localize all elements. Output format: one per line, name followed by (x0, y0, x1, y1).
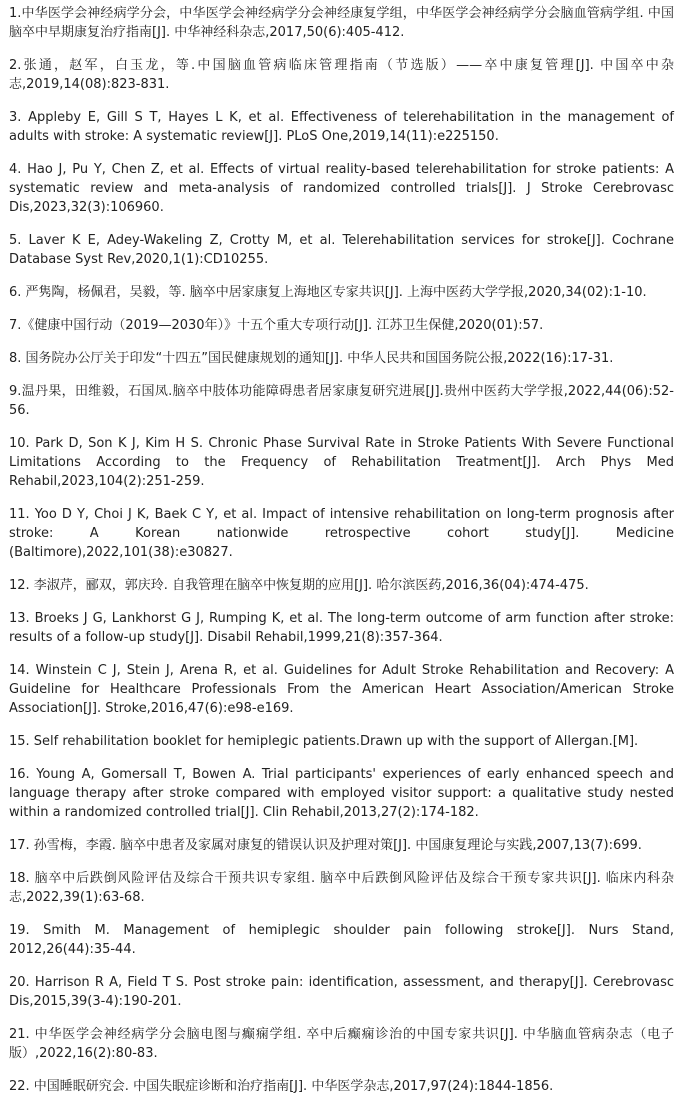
reference-item-5: 5. Laver K E, Adey-Wakeling Z, Crotty M, et al. Telerehabilitation services for stroke[J]. Cochrane Database Syst Rev,2020,1(1):CD10255. (9, 233, 674, 267)
reference-item-10: 10. Park D, Son K J, Kim H S. Chronic Phase Survival Rate in Stroke Patients With Severe Functional Limitations According to the Frequency of Rehabilitation Treatment[J]. Arch Phys Med Rehabil,2023,104(2):251-259. (9, 436, 674, 489)
reference-item-14: 14. Winstein C J, Stein J, Arena R, et al. Guidelines for Adult Stroke Rehabilitation and Recovery: A Guideline for Healthcare Professionals From the American Heart Association/American Stroke Association[J]. Stroke,2016,47(6):e98-e169. (9, 663, 674, 716)
reference-item-19: 19. Smith M. Management of hemiplegic shoulder pain following stroke[J]. Nurs Stand, 2012,26(44):35-44. (9, 923, 674, 957)
reference-item-6: 6. 严隽陶，杨佩君，吴毅，等. 脑卒中居家康复上海地区专家共识[J]. 上海中医药大学学报,2020,34(02):1-10. (9, 285, 647, 300)
reference-item-3: 3. Appleby E, Gill S T, Hayes L K, et al. Effectiveness of telerehabilitation in the management of adults with stroke: A systematic review[J]. PLoS One,2019,14(11):e225150. (9, 110, 674, 144)
reference-item-2: 2.张通，赵军，白玉龙，等.中国脑血管病临床管理指南（节选版）——卒中康复管理[J]. 中国卒中杂志,2019,14(08):823-831. (9, 58, 674, 92)
reference-item-22: 22. 中国睡眠研究会. 中国失眠症诊断和治疗指南[J]. 中华医学杂志,2017,97(24):1844-1856. (9, 1079, 554, 1094)
reference-item-21: 21. 中华医学会神经病学分会脑电图与癫痫学组. 卒中后癫痫诊治的中国专家共识[J]. 中华脑血管病杂志（电子版）,2022,16(2):80-83. (9, 1027, 674, 1061)
reference-item-20: 20. Harrison R A, Field T S. Post stroke pain: identification, assessment, and therapy[J]. Cerebrovasc Dis,2015,39(3-4):190-201. (9, 975, 674, 1009)
reference-item-15: 15. Self rehabilitation booklet for hemiplegic patients.Drawn up with the support of Allergan.[M]. (9, 734, 639, 749)
reference-item-17: 17. 孙雪梅，李霞. 脑卒中患者及家属对康复的错误认识及护理对策[J]. 中国康复理论与实践,2007,13(7):699. (9, 838, 642, 853)
reference-item-8: 8. 国务院办公厅关于印发“十四五”国民健康规划的通知[J]. 中华人民共和国国务院公报,2022(16):17-31. (9, 351, 614, 366)
reference-item-1: 1.中华医学会神经病学分会，中华医学会神经病学分会神经康复学组，中华医学会神经病学分会脑血管病学组. 中国脑卒中早期康复治疗指南[J]. 中华神经科杂志,2017,50(6):405-412. (9, 6, 674, 40)
reference-item-16: 16. Young A, Gomersall T, Bowen A. Trial participants' experiences of early enhanced speech and language therapy after stroke compared with employed visitor support: a qualitative study nested within a randomized controlled trial[J]. Clin Rehabil,2013,27(2):174-182. (9, 767, 674, 820)
reference-item-18: 18. 脑卒中后跌倒风险评估及综合干预共识专家组. 脑卒中后跌倒风险评估及综合干预专家共识[J]. 临床内科杂志,2022,39(1):63-68. (9, 871, 674, 905)
reference-item-9: 9.温丹果，田维毅，石国凤.脑卒中肢体功能障碍患者居家康复研究进展[J].贵州中医药大学学报,2022,44(06):52-56. (9, 384, 674, 418)
reference-item-13: 13. Broeks J G, Lankhorst G J, Rumping K, et al. The long-term outcome of arm function after stroke: results of a follow-up study[J]. Disabil Rehabil,1999,21(8):357-364. (9, 611, 674, 645)
reference-item-7: 7.《健康中国行动（2019—2030年）》十五个重大专项行动[J]. 江苏卫生保健,2020(01):57. (9, 318, 544, 333)
reference-item-12: 12. 李淑芹，郦双，郭庆玲. 自我管理在脑卒中恢复期的应用[J]. 哈尔滨医药,2016,36(04):474-475. (9, 578, 589, 593)
reference-item-4: 4. Hao J, Pu Y, Chen Z, et al. Effects of virtual reality-based telerehabilitation for stroke patients: A systematic review and meta-analysis of randomized controlled trials[J]. J Stroke Cerebrovasc Dis,2023,32(3):106960. (9, 162, 674, 215)
reference-list (9, 4, 674, 1110)
reference-item-11: 11. Yoo D Y, Choi J K, Baek C Y, et al. Impact of intensive rehabilitation on long-term prognosis after stroke: A Korean nationwide retrospective cohort study[J]. Medicine (Baltimore),2022,101(38):e30827. (9, 507, 674, 560)
